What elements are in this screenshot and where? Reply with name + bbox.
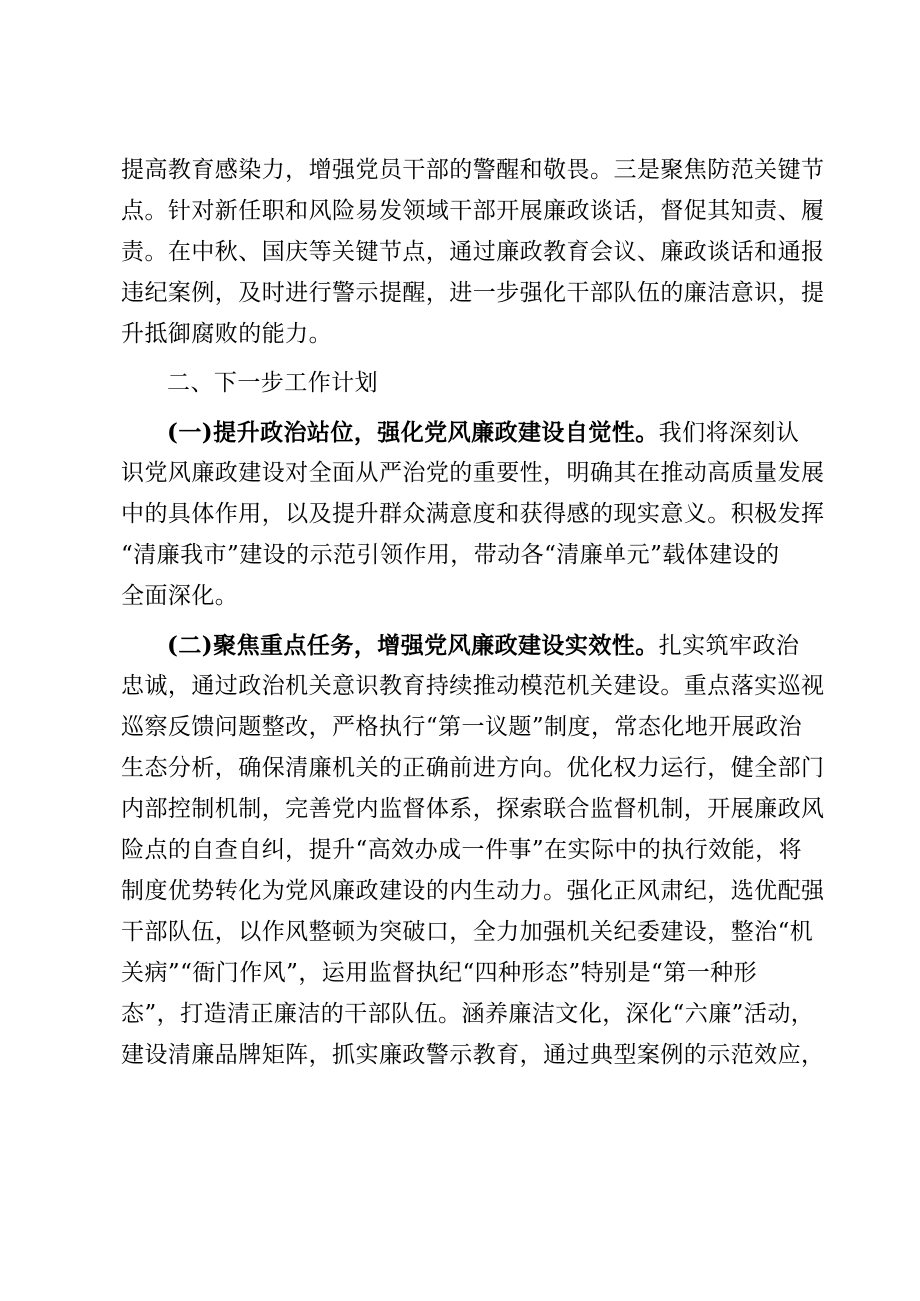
document-body bbox=[121, 150, 825, 1076]
item-title: (一)提升政治站位，强化党风廉政建设自觉性。 bbox=[167, 419, 659, 446]
text-line: 巡察反馈问题整改，严格执行“第一议题”制度，常态化地开展政治 bbox=[121, 714, 803, 740]
paragraph-continuation bbox=[121, 150, 825, 355]
text-line: 提高教育感染力，增强党员干部的警醒和敬畏。三是聚焦防范关键节 bbox=[121, 157, 825, 183]
text-line: 建设清廉品牌矩阵，抓实廉政警示教育，通过典型案例的示范效应， bbox=[121, 1042, 825, 1068]
text-line: 违纪案例，及时进行警示提醒，进一步强化干部队伍的廉洁意识，提 bbox=[121, 280, 825, 306]
text-line: 干部队伍，以作风整顿为突破口，全力加强机关纪委建设，整治“机 bbox=[121, 919, 814, 945]
text-line: 升抵御腐败的能力。 bbox=[121, 321, 333, 347]
text-line: 点。针对新任职和风险易发领域干部开展廉政谈话，督促其知责、履 bbox=[121, 198, 825, 224]
text-line: 险点的自查自纠，提升“高效办成一件事”在实际中的执行效能，将 bbox=[121, 837, 803, 863]
paragraph-item-1 bbox=[121, 412, 825, 617]
item-title: (二)聚焦重点任务，增强党风廉政建设实效性。 bbox=[167, 632, 659, 659]
text-line: 忠诚，通过政治机关意识教育持续推动模范机关建设。重点落实巡视 bbox=[121, 673, 825, 699]
text-line: 识党风廉政建设对全面从严治党的重要性，明确其在推动高质量发展 bbox=[121, 460, 825, 486]
paragraph-item-2 bbox=[121, 625, 825, 1076]
text-line: 中的具体作用，以及提升群众满意度和获得感的现实意义。积极发挥 bbox=[121, 501, 825, 527]
item-text: 我们将深刻认 bbox=[658, 420, 800, 446]
text-line: 关病”“衙门作风”，运用监督执纪“四种形态”特别是“第一种形 bbox=[121, 960, 758, 986]
text-line: 制度优势转化为党风廉政建设的内生动力。强化正风肃纪，选优配强 bbox=[121, 878, 825, 904]
text-line: 全面深化。 bbox=[121, 583, 239, 609]
text-line: 责。在中秋、国庆等关键节点，通过廉政教育会议、廉政谈话和通报 bbox=[121, 239, 825, 265]
text-line: 内部控制机制，完善党内监督体系，探索联合监督机制，开展廉政风 bbox=[121, 796, 825, 822]
item-first-line bbox=[121, 412, 811, 453]
text-line: 生态分析，确保清廉机关的正确前进方向。优化权力运行，健全部门 bbox=[121, 755, 825, 781]
text-line: 态”，打造清正廉洁的干部队伍。涵养廉洁文化，深化“六廉”活动， bbox=[121, 1001, 815, 1027]
section-heading: 二、下一步工作计划 bbox=[167, 370, 379, 396]
text-line: “清廉我市”建设的示范引领作用，带动各“清廉单元”载体建设的 bbox=[121, 542, 780, 568]
item-first-line bbox=[121, 625, 811, 666]
item-text: 扎实筑牢政治 bbox=[658, 633, 800, 659]
